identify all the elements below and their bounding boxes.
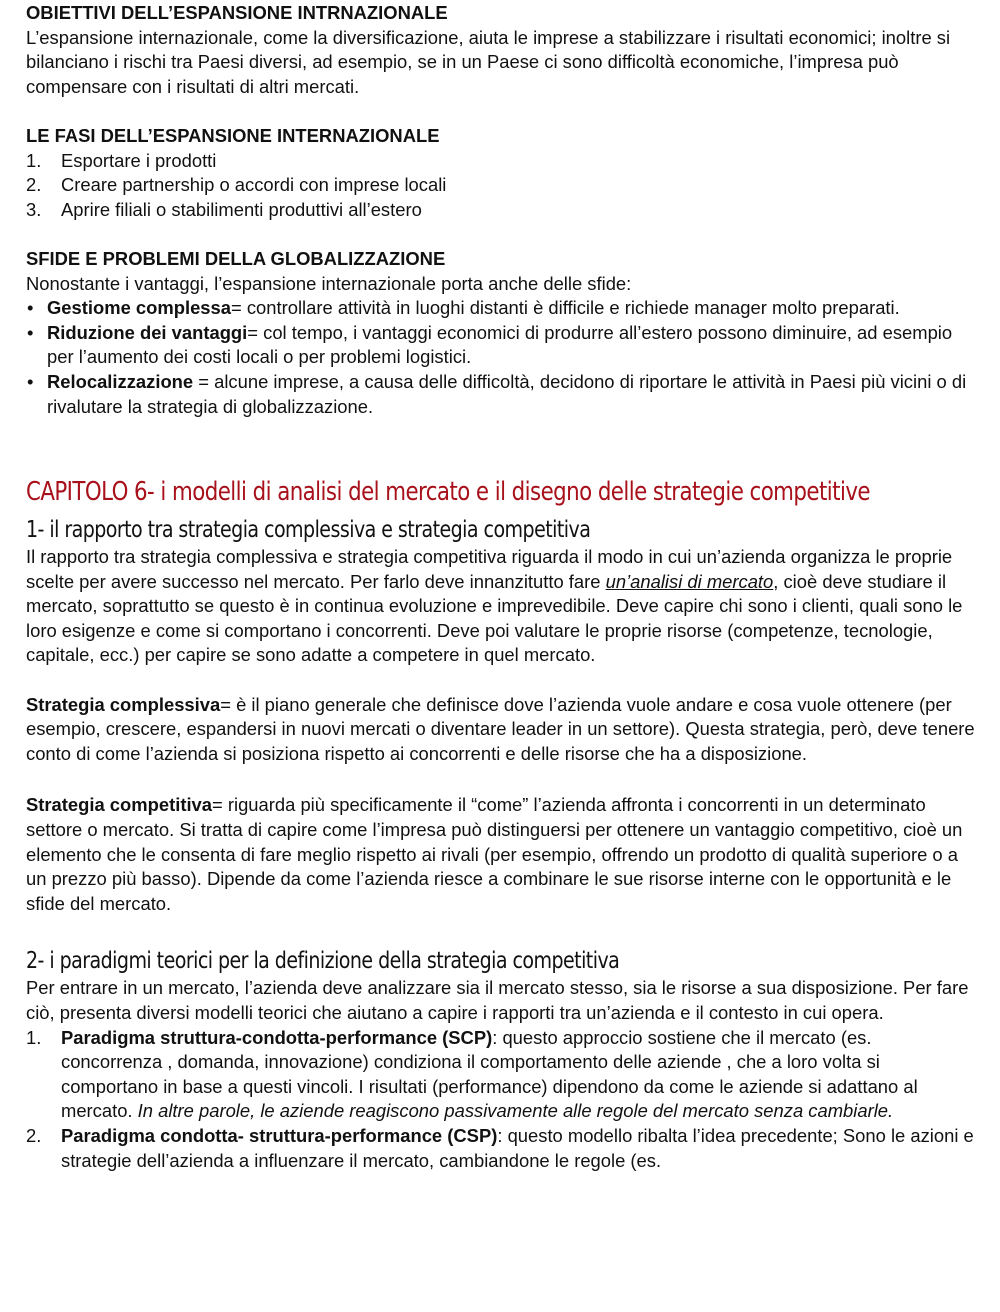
- list-item: 1. Esportare i prodotti: [26, 149, 217, 171]
- paragraph-sfide-intro: Nonostante i vantaggi, l’espansione internazionale porta anche delle sfide:: [26, 272, 632, 294]
- bullet-icon: •: [27, 321, 34, 343]
- section-heading-sfide: SFIDE E PROBLEMI DELLA GLOBALIZZAZIONE: [26, 247, 446, 269]
- section-heading-fasi: LE FASI DELL’ESPANSIONE INTERNAZIONALE: [26, 124, 440, 146]
- chapter-title: CAPITOLO 6- i modelli di analisi del mercato e il disegno delle strategie competitive: [26, 477, 870, 508]
- paradigmi-list: [26, 1026, 976, 1174]
- bullet-icon: •: [27, 297, 34, 319]
- paragraph-strategia-competitiva: Strategia competitiva= riguarda più specificamente il “come” l’azienda affronta i concorrenti in un determinato settore o mercato. Si tratta di capire come l’impresa può distinguersi per ottenere un vantaggio competitivo, cioè un elemento che le consenta di fare meglio rispetto ai rivali (per esempio, offrendo un prodotto di qualità superiore o a un prezzo più basso). Dipende da come l’azienda riesce a combinare le sue risorse interne con le opportunità e le sfide del mercato.: [26, 794, 963, 914]
- list-item: 1. Paradigma struttura-condotta-performance (SCP): questo approccio sostiene che il mercato (es. concorrenza , domanda, innovazione) condiziona il comportamento delle aziende , che a loro volta si comportano in base a questi vincoli. I risultati (performance) dipendono da come le aziende si adattano al mercato. In altre parole, le aziende reagiscono passivamente alle regole del mercato senza cambiarle.: [26, 1026, 918, 1122]
- list-item: 3. Aprire filiali o stabilimenti produttivi all’estero: [26, 198, 422, 220]
- list-item: • Relocalizzazione = alcune imprese, a causa delle difficoltà, decidono di riportare le attività in Paesi più vicini o di rivalutare la strategia di globalizzazione.: [27, 370, 967, 417]
- list-item: • Riduzione dei vantaggi= col tempo, i vantaggi economici di produrre all’estero possono diminuire, ad esempio per l’aumento dei costi locali o per problemi logistici.: [27, 321, 953, 368]
- list-item: 2. Paradigma condotta- struttura-performance (CSP): questo modello ribalta l’idea precedente; Sono le azioni e strategie dell’azienda a influenzare il mercato, cambiandone le regole (es.: [26, 1124, 974, 1171]
- paragraph-strategia-complessiva: Strategia complessiva= è il piano generale che definisce dove l’azienda vuole andare e cosa vuole ottenere (per esempio, crescere, espandersi in nuovi mercati o diventare leader in un settore). Questa strategia, però, deve tenere conto di come l’azienda si posiziona rispetto ai concorrenti e delle risorse che ha a disposizione.: [26, 693, 975, 764]
- section-title-2: 2- i paradigmi teorici per la definizione della strategia competitiva: [26, 948, 620, 975]
- fasi-list: [26, 149, 976, 223]
- underlined-term: un’analisi di mercato: [605, 570, 774, 592]
- sfide-list: [26, 296, 976, 419]
- list-item: • Gestiome complessa= controllare attività in luoghi distanti è difficile e richiede manager molto preparati.: [26, 296, 976, 321]
- bullet-icon: •: [27, 370, 34, 392]
- section-title-1: 1- il rapporto tra strategia complessiva e strategia competitiva: [26, 517, 591, 544]
- list-item: 2. Creare partnership o accordi con imprese locali: [26, 174, 447, 196]
- paragraph-paradigmi-intro: Per entrare in un mercato, l’azienda deve analizzare sia il mercato stesso, sia le risorse a sua disposizione. Per fare ciò, presenta diversi modelli teorici che aiutano a capire i rapporti tra un’azienda e il contesto in cui opera.: [26, 977, 969, 1023]
- paragraph-obiettivi: L’espansione internazionale, come la diversificazione, aiuta le imprese a stabilizzare i risultati economici; inoltre si bilanciano i rischi tra Paesi diversi, ad esempio, se in un Paese ci sono difficoltà economiche, l’impresa può compensare con i risultati di altri mercati.: [26, 26, 951, 97]
- paragraph-analisi-mercato: Il rapporto tra strategia complessiva e strategia competitiva riguarda il modo in cui un’azienda organizza le proprie scelte per avere successo nel mercato. Per farlo deve innanzitutto fare un’analisi di mercato, cioè deve studiare il mercato, soprattutto se questo è in continua evoluzione e imprevedibile. Deve capire chi sono i clienti, quali sono le loro esigenze e come si comportano i concorrenti. Deve poi valutare le proprie risorse (competenze, tecnologie, capitale, ecc.) per capire se sono adatte a competere in quel mercato.: [26, 546, 963, 666]
- section-heading-obiettivi: OBIETTIVI DELL’ESPANSIONE INTRNAZIONALE: [26, 2, 448, 23]
- document-page: [26, 0, 976, 1173]
